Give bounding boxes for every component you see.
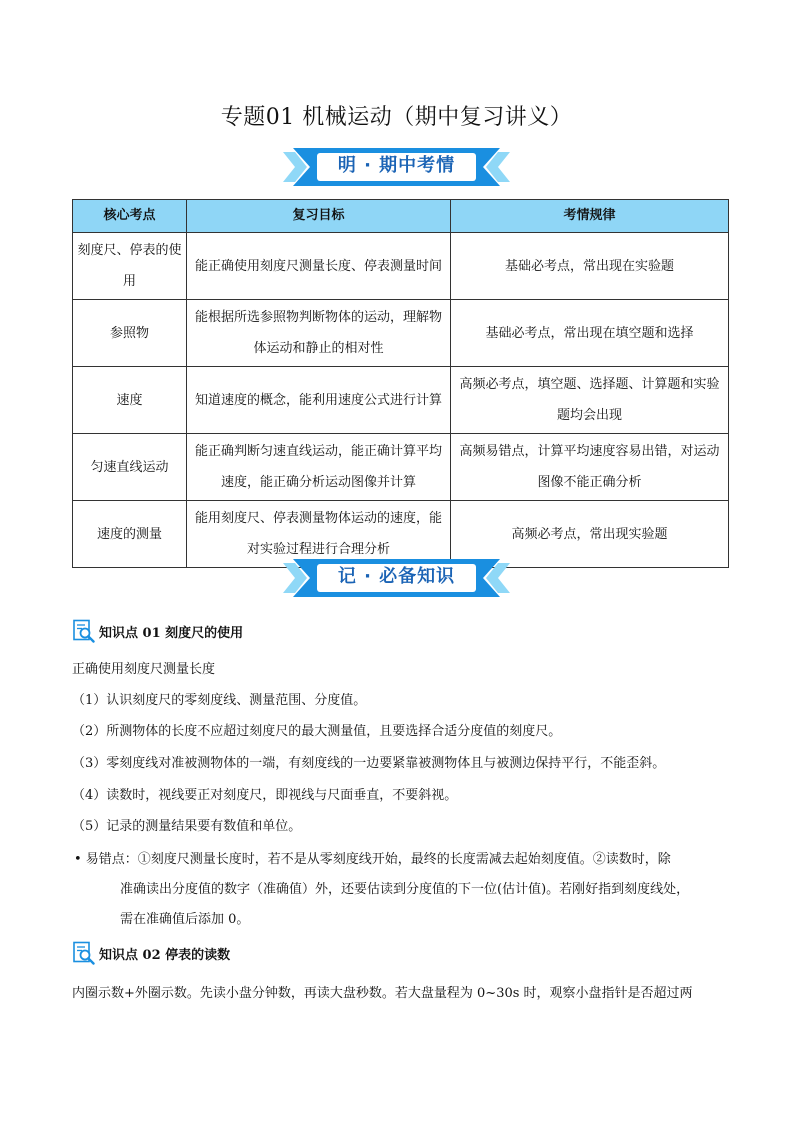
table-row	[73, 434, 729, 501]
cell-goal: 能根据所选参照物判断物体的运动，理解物体运动和静止的相对性	[187, 300, 451, 367]
knowledge-heading-text: 知识点 01 刻度尺的使用	[99, 625, 244, 641]
cell-rule: 高频必考点，常出现实验题	[451, 501, 729, 568]
cell-rule: 基础必考点，常出现在填空题和选择	[451, 300, 729, 367]
cell-goal: 能正确判断匀速直线运动，能正确计算平均速度，能正确分析运动图像并计算	[187, 434, 451, 501]
cell-goal: 能正确使用刻度尺测量长度、停表测量时间	[187, 233, 451, 300]
tip-line: 需在准确值后添加 0。	[120, 912, 250, 927]
cell-point: 速度的测量	[73, 501, 187, 568]
header-goal: 复习目标	[187, 200, 451, 233]
cell-goal: 知道速度的概念，能利用速度公式进行计算	[187, 367, 451, 434]
tip-line: 准确读出分度值的数字（准确值）外，还要估读到分度值的下一位(估计值)。若刚好指到刻度线处，	[120, 882, 690, 897]
list-item: （5）记录的测量结果要有数值和单位。	[72, 819, 302, 834]
banner-title: 记 · 必备知识	[337, 566, 456, 587]
header-point: 核心考点	[73, 200, 187, 233]
section-banner-knowledge	[283, 557, 510, 599]
knowledge-heading-02	[72, 941, 230, 965]
cell-point: 刻度尺、停表的使用	[73, 233, 187, 300]
cell-rule: 高频必考点，填空题、选择题、计算题和实验题均会出现	[451, 367, 729, 434]
tip-line: • 易错点：①刻度尺测量长度时，若不是从零刻度线开始，最终的长度需减去起始刻度值。②读数时，除	[74, 852, 671, 867]
cell-point: 参照物	[73, 300, 187, 367]
table-row	[73, 300, 729, 367]
list-item: （1）认识刻度尺的零刻度线、测量范围、分度值。	[72, 693, 367, 708]
cell-goal: 能用刻度尺、停表测量物体运动的速度，能对实验过程进行合理分析	[187, 501, 451, 568]
table-row	[73, 367, 729, 434]
magnifier-document-icon	[72, 941, 96, 965]
cell-rule: 高频易错点，计算平均速度容易出错，对运动图像不能正确分析	[451, 434, 729, 501]
knowledge-text: 内圈示数+外圈示数。先读小盘分钟数，再读大盘秒数。若大盘量程为 0~30s 时，观察小盘指针是否超过两	[72, 986, 693, 1001]
cell-point: 匀速直线运动	[73, 434, 187, 501]
knowledge-heading-01	[72, 619, 243, 643]
section-banner-exam	[283, 146, 510, 188]
list-item: （2）所测物体的长度不应超过刻度尺的最大测量值，且要选择合适分度值的刻度尺。	[72, 724, 562, 739]
document-title: 专题01 机械运动（期中复习讲义）	[220, 105, 573, 130]
list-item: （4）读数时，视线要正对刻度尺，即视线与尺面垂直，不要斜视。	[72, 788, 458, 803]
header-rule: 考情规律	[451, 200, 729, 233]
magnifier-document-icon	[72, 619, 96, 643]
list-item: （3）零刻度线对准被测物体的一端，有刻度线的一边要紧靠被测物体且与被测边保持平行，不能歪斜。	[72, 756, 666, 771]
table-header-row	[73, 200, 729, 233]
exam-table	[72, 199, 729, 568]
table-row	[73, 233, 729, 300]
cell-rule: 基础必考点，常出现在实验题	[451, 233, 729, 300]
knowledge-intro: 正确使用刻度尺测量长度	[72, 662, 216, 677]
banner-title: 明 · 期中考情	[337, 155, 456, 176]
knowledge-heading-text: 知识点 02 停表的读数	[99, 947, 231, 963]
cell-point: 速度	[73, 367, 187, 434]
